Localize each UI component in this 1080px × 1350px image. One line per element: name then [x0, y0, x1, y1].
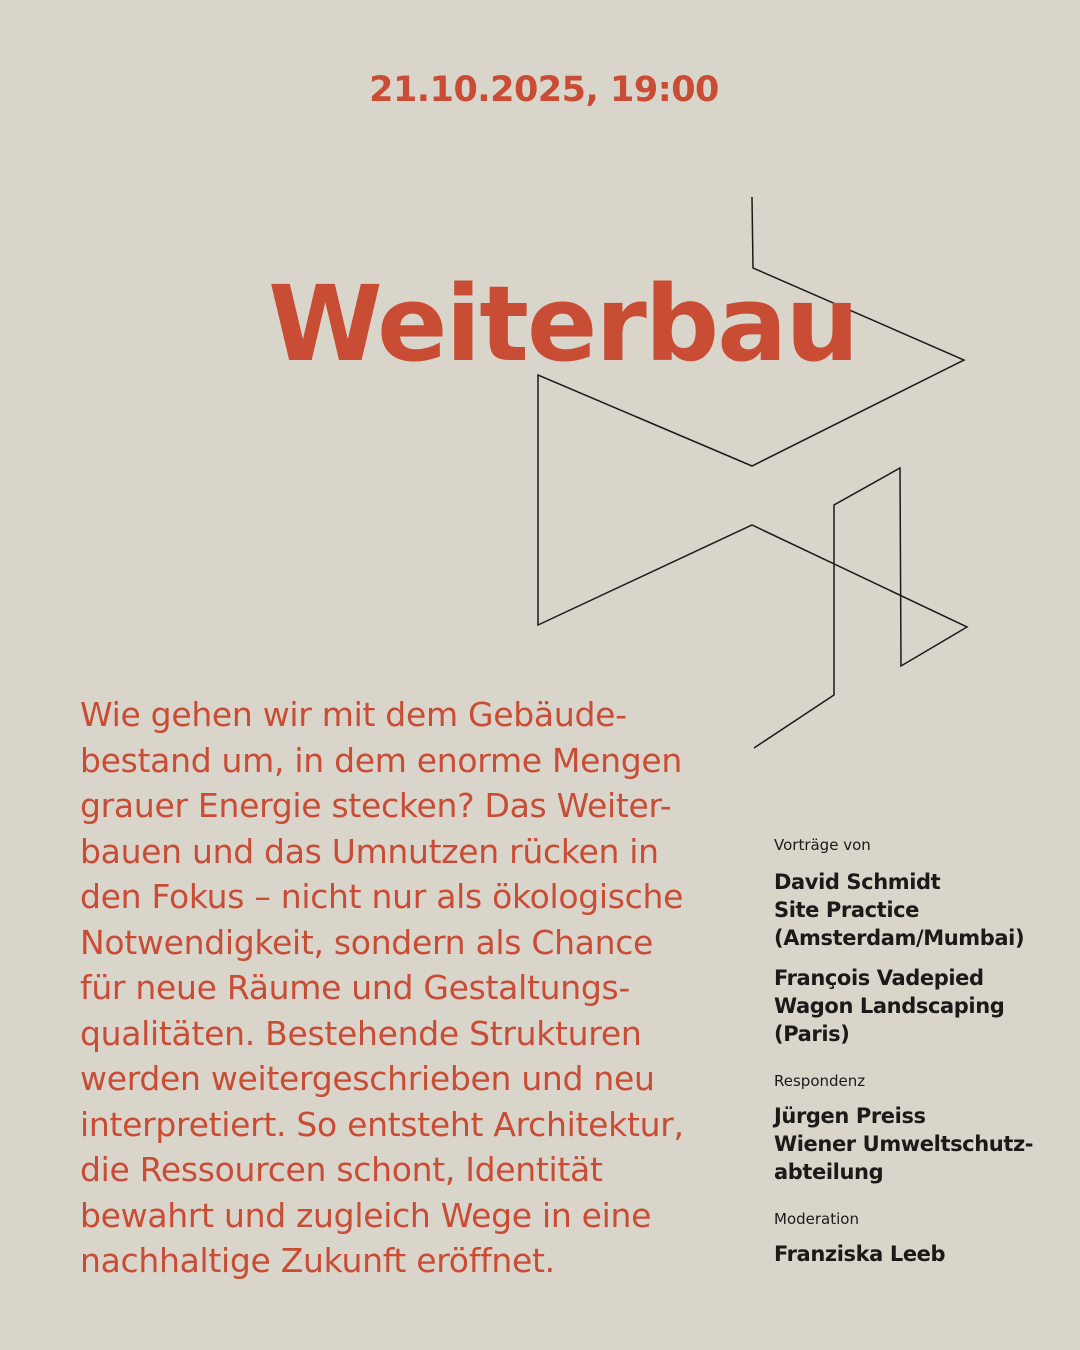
response-label: Respondenz: [774, 1072, 866, 1090]
speaker-location: (Amsterdam/Mumbai): [774, 926, 1025, 950]
description-line: bewahrt und zugleich Wege in eine: [80, 1195, 652, 1235]
speaker-location: (Paris): [774, 1022, 850, 1046]
moderator-name: Franziska Leeb: [774, 1242, 946, 1266]
description-line: werden weitergeschrieben und neu: [80, 1059, 655, 1098]
speaker-block: [774, 964, 1064, 1048]
description-line: die Ressourcen schont, Identität: [80, 1150, 603, 1189]
description-line: interpretiert. So entsteht Architektur,: [80, 1104, 684, 1144]
description-line: bestand um, in dem enorme Mengen: [80, 740, 683, 780]
speaker-firm: Site Practice: [774, 898, 920, 922]
credits-column: [774, 834, 1064, 1268]
respondent-block: [774, 1102, 1064, 1186]
moderation-label: Moderation: [774, 1210, 859, 1228]
respondent-name: Jürgen Preiss: [774, 1104, 926, 1128]
respondent-org: abteilung: [774, 1160, 884, 1184]
speaker-name: François Vadepied: [774, 966, 984, 990]
event-date: 21.10.2025, 19:00: [369, 70, 719, 110]
respondent-org: Wiener Umweltschutz-: [774, 1132, 1034, 1156]
speaker-block: [774, 868, 1064, 952]
speaker-firm: Wagon Landscaping: [774, 994, 1005, 1018]
moderator-block: [774, 1240, 1064, 1268]
description-line: grauer Energie stecken? Das Weiter-: [80, 786, 672, 825]
description-line: nachhaltige Zukunft eröffnet.: [80, 1241, 555, 1280]
event-description: [80, 692, 750, 1284]
description-line: für neue Räume und Gestaltungs-: [80, 968, 630, 1007]
event-title: Weiterbau: [268, 263, 858, 385]
description-line: Wie gehen wir mit dem Gebäude-: [80, 695, 627, 734]
description-line: den Fokus – nicht nur als ökologische: [80, 877, 684, 916]
description-line: bauen und das Umnutzen rücken in: [80, 831, 659, 871]
lectures-label: Vorträge von: [774, 836, 871, 854]
description-line: qualitäten. Bestehende Strukturen: [80, 1013, 642, 1053]
speaker-name: David Schmidt: [774, 870, 941, 894]
description-line: Notwendigkeit, sondern als Chance: [80, 922, 654, 962]
